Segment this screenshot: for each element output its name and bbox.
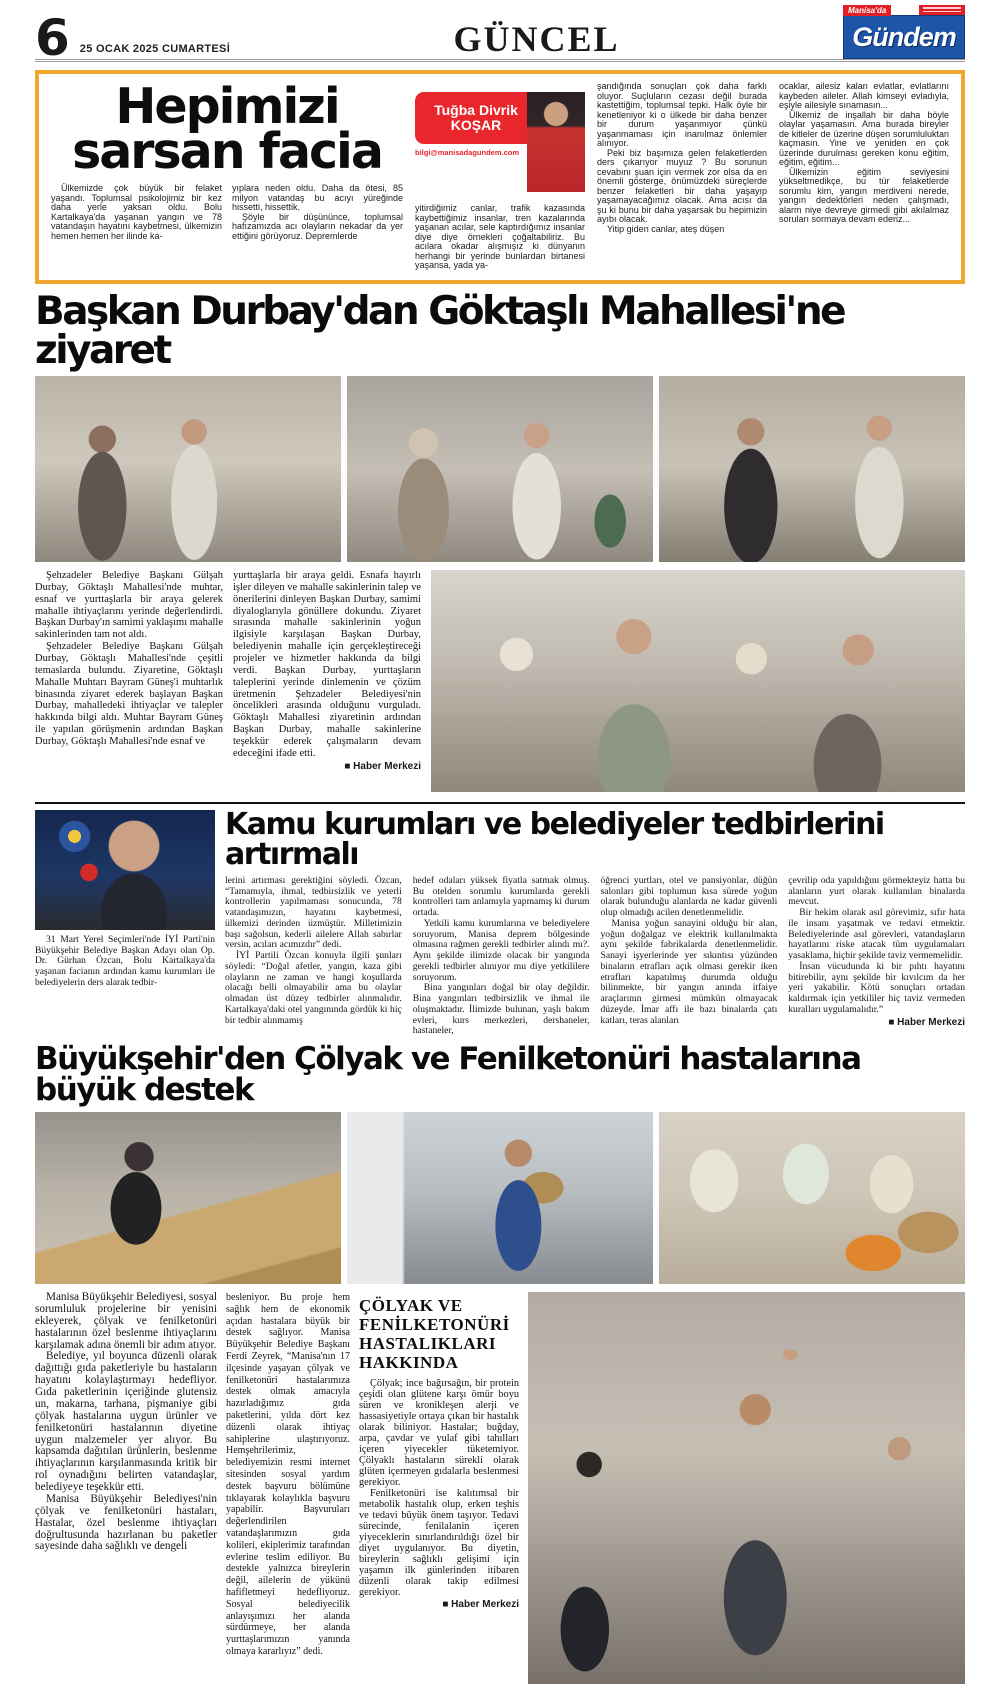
durbay-column-2-text <box>233 570 421 760</box>
paragraph: Manisa Büyükşehir Belediyesi, sosyal sorumluluk projelerine bir yenisini ekleyerek, çölyak ve fenilketonüri hastalarının özel beslenme ihtiyaçlarını karşılamak adına önemli bir adım atıyor. <box>35 1291 217 1351</box>
celiac-sidebar-text <box>359 1378 519 1598</box>
paragraph: ocaklar, ailesiz kalan evlatlar, evlatlarını kaybeden aileler. Allah kimseyi evladıyla, eşiyle ailesiyle sınamasın... <box>779 81 949 111</box>
paragraph: yurttaşlarla bir araya geldi. Esnafa hayırlı işler dileyen ve mahalle sakinlerinin talep ve önerilerini dinleyen Başkan Durbay, samimi diyaloglarıyla gönüllere dokundu. Ziyaret sırasında mahalle sakinlerinin yoğun ilgisiyle karşılaşan Başkan Durbay, belediyenin mahalle için gerçekleştireceği projeler ve hizmetler hakkında da bilgi verdi. Başkan Durbay, yurttaşların taleplerini yerinde dinlemenin ve çözüm üretmenin Şehzadeler Belediyesi'nin öncelikleri arasında olduğunu vurguladı. Göktaşlı Mahallesi ziyaretinin ardından Başkan Durbay, mahalle sakinlerine teşekkür ederek çalışmaların devam edeceğini ifade etti. <box>233 570 421 759</box>
paragraph: Belediye, yıl boyunca düzenli olarak dağıttığı gıda paketleriyle bu hastaların hayatını kolaylaştırmayı hedefliyor. Gıda paketlerinin içeriğinde glutensiz un, makarna, tarhana, pişmaniye gibi çölyak hastalarına uygun ürünler ve fenilketonüri hastalarının diyetine uygun malzemeler yer alıyor. Bu kapsamda dağıtılan ürünlerin, beslenme ihtiyaçlarının karşılanmasında kritik bir rol oynadığını belirten vatandaşlar, belediyeye teşekkür etti. <box>35 1350 217 1493</box>
paragraph: Manisa yoğun sanayini olduğu bir alan, yoğun doğalgaz ve elektrik kullanılmakta aynı şekilde fabrikalarda denetlenmelidir. Sanayi işyerlerinde yer sıkıntısı yüzünden binaların etrafları açık olması gerekir iken etrafları kapatılmış durumda olduğu bilinmekte, bir yangın anında itfaiye araçlarının girmesi mümkün olmayacak düzeyde. İmar affı ile bazı binalarda çatı katları, teras alanları <box>600 917 778 1026</box>
newspaper-logo <box>843 5 965 59</box>
oped-column-4 <box>597 82 767 272</box>
paragraph: Şöyle bir düşününce, toplumsal hafızamızda acı olayların nekadar da yer ettiğini görüyoruz. Depremlerde <box>232 211 403 241</box>
ozcan-column-3 <box>601 876 778 1037</box>
issue-date: 25 OCAK 2025 CUMARTESİ <box>79 43 231 55</box>
zeyrek-crowd-photo <box>528 1292 965 1684</box>
paragraph: çevrilip oda yapıldığını görmekteyiz hatta bu alanların yurt olarak kullanılan binalarda mevcut. <box>788 875 965 908</box>
oped-article <box>35 70 965 284</box>
paragraph: şandığında sonuçları çok daha farklı oluyor. Suçluların cezası değil burada kastettiğim, toplumsal tepki. Halk öyle bir kenetleniyor ki o ülkede bir daha benzer bir durum yaşanmıyor çünkü yaşanmaması için inanılmaz önlemler alınıyor. <box>597 81 767 149</box>
paragraph: Manisa Büyükşehir Belediyesi'nin çölyak ve fenilketonüri hastaları, Hastalar, özel beslenme ihtiyaçları doğrultusunda hazırlanan bu paketler sayesinde daha sağlıklı ve dengeli <box>35 1492 217 1553</box>
section-divider <box>35 802 965 804</box>
paragraph: Çölyak; ince bağırsağın, bir protein çeşidi olan glütene karşı ömür boyu süren ve kronikleşen alerji ve hassasiyetiyle ortaya çıkan bir hastalık olarak biliniyor. Hastalar; buğday, arpa, çavdar ve yulaf gibi tahılları içeren yiyecekler tüketemiyor. Çölyaklı hastaların sürekli olarak glüten içermeyen gıdalarla beslenmesi gerekiyor. <box>359 1378 519 1489</box>
logo-wordmark: Gündem <box>843 15 965 59</box>
paragraph: Yitip giden canlar, ateş düşen <box>607 223 725 234</box>
paragraph: yıplara neden oldu. Daha da ötesi, 85 milyon vatandaş bu acıyı yüreğinde hissetti, hissettik. <box>232 183 403 213</box>
oped-headline-line1: Hepimizi <box>115 78 339 135</box>
durbay-column-2 <box>233 570 421 792</box>
logo-tagline: Manisa'da <box>843 5 891 16</box>
paragraph: Fenilketonüri ise kalıtımsal bir metabolik hastalık olup, erken teşhis ve tedavi büyük önem taşıyor. Tedavi sürecinde, fenilalanin içeren yiyeceklerin sınırlandırıldığı özel bir diyet uygulanıyor. Bu diyetin, bireylerin sağlıklı gelişimi için yaşamın ilk günlerinden itibaren düzenli olarak takip edilmesi gerekiyor. <box>359 1488 519 1599</box>
paragraph: besleniyor. Bu proje hem sağlık hem de ekonomik açıdan hastalara büyük bir destek sağlıyor. Manisa Büyükşehir Belediye Başkanı Ferdi Zeyrek, “Manisa'nın 17 ilçesinde yaşayan çölyak ve fenilketonüri hastalarımıza destek olmak amacıyla hazırladığımız gıda paketlerini, yılda dört kez düzenli olarak ihtiyaç sahiplerine ulaştırıyoruz. Hemşehrilerimiz, belediyemizin resmi internet sitesinden sosyal yardım destek başvuru bölümüne tıklayarak kolaylıkla başvuru yapabilir. Başvuruları değerlendirilen vatandaşlarımızın gıda kolileri, ekiplerimiz tarafından evlerine teslim ediliyor. Bu destekle yalnızca bireylerin değil, ailelerin de yükünü hafifletmeyi hedefliyoruz. Sosyal belediyecilik anlayışımızı her alanda sürdürmeye, her alanda yurttaşlarımızın yanında olmaya kararlıyız” dedi. <box>226 1292 350 1657</box>
durbay-column-1 <box>35 570 223 792</box>
celiac-packing-photo <box>35 1112 341 1284</box>
paragraph: Yetkili kamu kurumlarına ve belediyelere soruyorum, Manisa deprem bölgesinde olmasına rağmen gerekli tedbirler alındı mı?. Aynı şekilde ilimizde olacak bir yangında gerekli tedbirler alınıyor mu diye yetkililere soruyorum. <box>412 917 590 983</box>
durbay-street-photo-3 <box>659 376 965 562</box>
oped-author-block <box>415 92 585 204</box>
paragraph: Ülkemizde çok büyük bir felaket yaşandı. Toplumsal psikolojimiz bir kez daha yerle yaksan oldu. Bolu Kartalkaya'da yaşanan yangın ve 78 vatandaşın hayatını kaybetmesi, ülkemizin hemen hemen her ilinde ka- <box>51 183 222 241</box>
ozcan-podium-photo <box>35 810 215 930</box>
oped-column-3 <box>415 204 585 271</box>
oped-headline-line2: sarsan facia <box>72 123 382 181</box>
celiac-sidebar-title: ÇÖLYAK VE FENİLKETONÜRİ HASTALIKLARI HAKKINDA <box>359 1296 510 1373</box>
article-celiac <box>35 1041 965 1684</box>
section-title: GÜNCEL <box>453 19 620 59</box>
durbay-byline-tag: ■ Haber Merkezi <box>344 760 421 772</box>
paragraph: 31 Mart Yerel Seçimleri'nde İYİ Parti'nin Büyükşehir Belediye Başkan Adayı olan Op. Dr. Gürhan Özcan, Bolu Kartalkaya'da yaşanan facianın ardından kamu kurumları ile belediyelerin ders alarak tedbir- <box>35 934 215 988</box>
paragraph: Peki biz başımıza gelen felaketlerden ders çıkarıyor muyuz ? Bu sorunun cevabını şuan için vermek zor olsa da en önemli gösterge, önümüzdeki süreçlerde benzer felaketleri bir daha yaşayıp yaşamayacağımız olacak. Ama acısı da şu ki bunu bir daha yaşarsak bu hepimizin ayıbı olacak. <box>597 147 767 225</box>
paragraph: lerini artırması gerektiğini söyledi. Özcan, “Tamamıyla, ihmal, tedbirsizlik ve yeterli kontrollerin yapılmaması sonucunda, 78 vatandaşımızın, hayatını kaybetmesi, ülkemizi derinden üzmüştür. Milletimizin başı sağolsun, kederli ailelere Allah sabırlar versin, acıları acımızdır” dedi. <box>225 875 402 951</box>
celiac-delivery-photo <box>347 1112 653 1284</box>
author-first-name: Tuğba Divrik <box>434 101 518 118</box>
ozcan-photo-caption <box>35 935 215 989</box>
celiac-column-1 <box>35 1292 217 1684</box>
oped-author-name <box>415 92 537 144</box>
celiac-products-photo <box>659 1112 965 1284</box>
celiac-headline: Büyükşehir'den Çölyak ve Fenilketonüri hastalarına büyük destek <box>35 1041 861 1108</box>
paragraph: öğrenci yurtları, otel ve pansiyonlar, düğün salonları gibi toplumun kısa sürede yoğun olarak bulunduğu alanlarda ne kadar güvenli olup olmadığı acilen denetlenmelidir. <box>600 875 778 919</box>
article-durbay <box>35 289 965 792</box>
paragraph: Şehzadeler Belediye Başkanı Gülşah Durbay, Göktaşlı Mahallesi'nde çeşitli temaslarda bulundu. Ziyaretine, Göktaşlı Mahalle Muhtarı Bayram Güneş'i muhtarlık binasında ziyaret ederek başlayan Başkan Durbay, mahalledeki ihtiyaçlar ve talepler hakkında bilgi aldı. Muhtar Bayram Güneş ile yapılan görüşmenin ardından Başkan Durbay, Göktaşlı Mahallesi'nde esnaf ve <box>35 641 223 748</box>
paragraph: İnsan vücudunda ki bir pıhtı hayatını bitirebilir, aynı şekilde bir kıvılcım da her yeri yakabilir. Kötü sonuçları ortadan kaldırmak için yetkililer hiç taviz vermeden kuralları uygulamalıdır.” <box>788 960 965 1015</box>
paragraph: hedef odaları yüksek fiyatla satmak olmuş. Bu otelden sorumlu kurumlarda gerekli kontrolleri tam anlamıyla yapmamış ki durum ortada. <box>412 875 590 919</box>
ozcan-column-4-text <box>788 876 965 1016</box>
oped-column-5 <box>779 82 949 272</box>
page-number: 6 <box>35 8 70 67</box>
article-ozcan <box>35 807 965 1037</box>
celiac-sidebar <box>359 1292 519 1684</box>
paragraph: yitirdiğimiz canlar, trafik kazasında kaybettiğimiz insanlar, tren kazalarında yaşanan acılar, sele kaptırdığımız insanlar diye diye örnekleri çoğaltabiliriz. Bu acılara okadar alışmışız ki dünyanın herhangi bir yerinde bunlardan birtanesi yaşansa, yada ya- <box>415 203 585 271</box>
ozcan-byline-tag: ■ Haber Merkezi <box>888 1016 965 1028</box>
oped-column-2 <box>232 184 403 272</box>
oped-author-photo <box>527 92 585 192</box>
paragraph: Şehzadeler Belediye Başkanı Gülşah Durbay, Göktaşlı Mahallesi'nde muhtar, esnaf ve yurttaşlarla bir araya gelerek mahalle ihtiyaçlarını yerinde değerlendirdi. Başkan Durbay'ın samimi yaklaşımı mahalle sakinlerinden tam not aldı. <box>35 570 223 641</box>
oped-author-email: bilgi@manisadagundem.com <box>415 148 519 157</box>
page-header <box>35 0 965 67</box>
durbay-headline: Başkan Durbay'dan Göktaşlı Mahallesi'ne ziyaret <box>35 289 845 373</box>
paragraph: İYİ Partili Özcan konuyla ilgili şunları söyledi: “Doğal afetler, yangın, kaza gibi olayların ne zaman ve hangi koşullarda olacağı belli olmayabilir ama bu olaylar olmadan üst düzey tedbirler alınmalıdır. Kartalkaya'daki otel yangınında gördük ki hiç bir tedbir alınmamış <box>225 950 402 1026</box>
oped-column-1 <box>51 184 222 272</box>
durbay-street-photo-2 <box>347 376 653 562</box>
durbay-street-photo-1 <box>35 376 341 562</box>
celiac-byline-tag: ■ Haber Merkezi <box>442 1599 519 1611</box>
paragraph: Bir hekim olarak asıl görevimiz, sıfır hata ile insanı yaşatmak ve tedavi etmektir. Belediyelerinde asıl görevleri, vatandaşların hayatlarını riske atacak tüm uygulamaları yasaklama, hiçbir şekilde taviz vermemelidir. <box>788 907 965 962</box>
paragraph: Ülkemizin eğitim seviyesini yükseltmedikçe, bu tür felaketlerde sorumlu kim, yangın merdiveni nerede, yangın dedektörleri neden çalışmadı, alarm niye devreye girmedi gibi akılalmaz soruları sormaya devam ederiz... <box>779 166 949 225</box>
ozcan-column-1 <box>225 876 402 1037</box>
celiac-column-2 <box>226 1292 350 1684</box>
oped-headline <box>51 78 403 181</box>
author-last-name: KOŞAR <box>450 117 502 133</box>
ozcan-column-2 <box>413 876 590 1037</box>
paragraph: Ülkemiz de inşallah bir daha böyle olaylar yaşamasın. Ama burada bireyler de kitleler de üzerine düşen sorumluluktan kaçmasın. Yine ve yeniden en çok üzerinde durulması gereken konu eğitim, eğitim, eğitim... <box>779 109 949 168</box>
ozcan-headline: Kamu kurumları ve belediyeler tedbirlerini artırmalı <box>225 807 884 872</box>
ozcan-column-4 <box>788 876 965 1037</box>
paragraph: Bina yangınları doğal bir olay değildir. Bina yangınları tedbirsizlik ve ihmal ile oluşmaktadır. İlimizde bulunan, yaşlı bakım evleri, kurs merkezleri, dershaneler, hastaneler, <box>412 982 590 1037</box>
durbay-group-photo <box>431 570 965 792</box>
